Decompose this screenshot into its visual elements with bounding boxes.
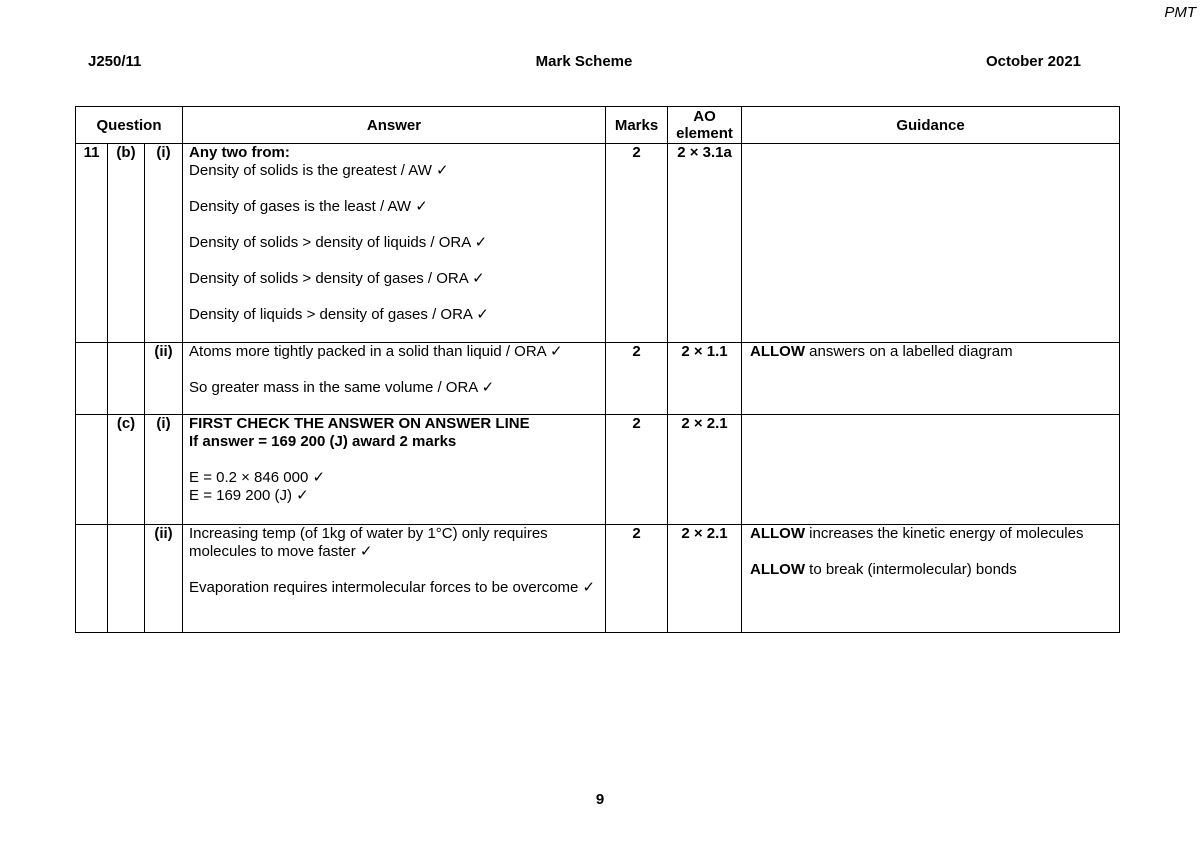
guidance-text: to break (intermolecular) bonds — [805, 561, 1017, 578]
question-part: (b) — [108, 144, 145, 343]
guidance-cell — [742, 343, 1120, 415]
answer-cell — [183, 525, 606, 633]
question-subpart: (ii) — [145, 525, 183, 633]
question-header: Question — [76, 107, 183, 144]
marks-value: 2 — [606, 343, 668, 415]
question-number: 11 — [76, 144, 108, 343]
guidance-allow-label: ALLOW — [750, 561, 805, 578]
answer-point: Density of solids > density of gases / ORA ✓ — [189, 270, 485, 287]
marks-header: Marks — [606, 107, 668, 144]
ao-element-header: AO element — [668, 107, 742, 144]
table-row — [76, 343, 1120, 415]
answer-point: Density of solids is the greatest / AW ✓ — [189, 162, 449, 179]
marks-value: 2 — [606, 144, 668, 343]
guidance-cell — [742, 415, 1120, 525]
answer-point: Evaporation requires intermolecular forces to be overcome ✓ — [189, 579, 596, 596]
answer-header: Answer — [183, 107, 606, 144]
ao-value: 2 × 1.1 — [668, 343, 742, 415]
guidance-allow-label: ALLOW — [750, 525, 805, 542]
answer-cell — [183, 343, 606, 415]
page-number: 9 — [595, 791, 605, 808]
question-part — [108, 525, 145, 633]
table-row — [76, 144, 1120, 343]
ao-value: 2 × 3.1a — [668, 144, 742, 343]
guidance-cell — [742, 525, 1120, 633]
question-part — [108, 343, 145, 415]
document-title: Mark Scheme — [535, 53, 633, 70]
paper-code: J250/11 — [88, 53, 142, 70]
question-number — [76, 415, 108, 525]
answer-working: E = 169 200 (J) ✓ — [189, 487, 309, 504]
answer-cell — [183, 144, 606, 343]
question-subpart: (ii) — [145, 343, 183, 415]
answer-point: Density of liquids > density of gases / ORA ✓ — [189, 306, 489, 323]
answer-instruction: If answer = 169 200 (J) award 2 marks — [189, 433, 457, 450]
guidance-allow-label: ALLOW — [750, 343, 805, 360]
marks-value: 2 — [606, 525, 668, 633]
guidance-text: answers on a labelled diagram — [805, 343, 1013, 360]
question-number — [76, 343, 108, 415]
mark-scheme-table — [75, 106, 1120, 633]
answer-cell — [183, 415, 606, 525]
answer-point: Density of gases is the least / AW ✓ — [189, 198, 428, 215]
guidance-text: increases the kinetic energy of molecules — [805, 525, 1084, 542]
table-header-row — [76, 107, 1120, 144]
corner-label: PMT — [1164, 4, 1196, 21]
table-row — [76, 525, 1120, 633]
answer-point: Density of solids > density of liquids / ORA ✓ — [189, 234, 488, 251]
table-row — [76, 415, 1120, 525]
answer-point: Increasing temp (of 1kg of water by 1°C) only requires molecules to move faster ✓ — [189, 525, 548, 560]
ao-value: 2 × 2.1 — [668, 415, 742, 525]
question-subpart: (i) — [145, 415, 183, 525]
exam-date: October 2021 — [985, 53, 1081, 70]
guidance-cell — [742, 144, 1120, 343]
answer-instruction: FIRST CHECK THE ANSWER ON ANSWER LINE — [189, 415, 530, 432]
answer-working: E = 0.2 × 846 000 ✓ — [189, 469, 326, 486]
guidance-header: Guidance — [742, 107, 1120, 144]
question-part: (c) — [108, 415, 145, 525]
question-subpart: (i) — [145, 144, 183, 343]
marks-value: 2 — [606, 415, 668, 525]
question-number — [76, 525, 108, 633]
ao-value: 2 × 2.1 — [668, 525, 742, 633]
answer-point: Atoms more tightly packed in a solid than liquid / ORA ✓ — [189, 343, 563, 360]
answer-point: So greater mass in the same volume / ORA ✓ — [189, 379, 495, 396]
answer-intro: Any two from: — [189, 144, 290, 161]
